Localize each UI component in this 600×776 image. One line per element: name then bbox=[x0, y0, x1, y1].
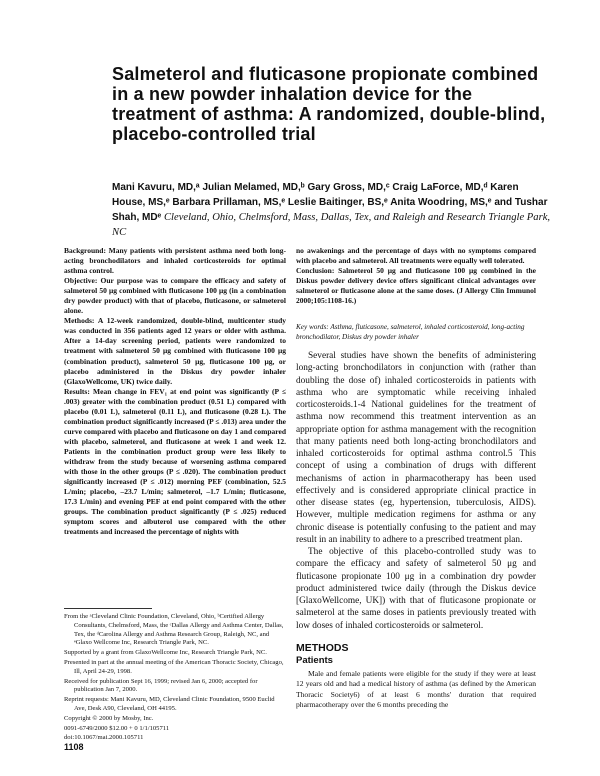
footnote: Supported by a grant from GlaxoWellcome Inc, Research Triangle Park, NC. bbox=[64, 649, 267, 657]
footnote: Received for publication Sept 16, 1999; revised Jan 6, 2000; accepted for publication Jan 7, 2000. bbox=[64, 677, 258, 694]
body-paragraph: The objective of this placebo-controlled study was to compare the efficacy and safety of salmeterol 50 μg and fluticasone propionate 100 μg in a combination dry powder product administered twice daily (through the Diskus device [GlaxoWellcome, UK]) with that of fluticasone propionate or salmeterol at the same doses in patients previously treated with low doses of inhaled corticosteroids or salmeterol. bbox=[296, 547, 536, 631]
author-affiliation: Cleveland, Ohio, Chelmsford, Mass, Dallas, Tex, and Raleigh and Research Triangle Park, NC bbox=[112, 212, 551, 238]
abstract-background: Background: Many patients with persistent asthma need both long-acting bronchodilators and inhaled corticosteroids for optimal asthma control. bbox=[64, 246, 286, 276]
body-paragraph: Male and female patients were eligible for the study if they were at least 12 years old and had a medical history of asthma (as defined by the American Thoracic Society6) of at least 6 months' duration that required pharmacotherapy over the 6 months preceding the bbox=[296, 668, 536, 709]
section-heading-methods: METHODS bbox=[296, 641, 349, 654]
footnote: From the ᵃCleveland Clinic Foundation, Cleveland, Ohio, ᵇCertified Allergy Consultants, Chelmsford, Mass, the ᶜDallas Allergy and Asthma Center, Dallas, Tex, the ᵈCarolina Allergy and Asthma Research Group, Raleigh, NC, and ᵉGlaxo Wellcome Inc, Research Triangle Park, NC. bbox=[64, 613, 284, 647]
body-paragraph: Several studies have shown the benefits of administering long-acting bronchodilators in conjunction with (rather than doubling the dose of) inhaled corticosteroids in patients with asthma who are symptomatic while receiving inhaled corticosteroids.1-4 National guidelines for the treatment of asthma now recommend this treatment intervention as an appropriate option for asthma management with the recognition that many patients need both long-acting bronchodilators and inhaled corticosteroids for optimal asthma control.5 This concept of using a combination of drugs with different mechanisms of action in pharmacotherapy has been used effectively and is considered appropriate clinical practice in other disease states (eg, hypertension, tuberculosis, AIDS). However, multiple medication regimens for asthma or any chronic disease is potentially confusing to the patient and may result in an inability to adhere to a prescribed treatment plan. bbox=[296, 351, 536, 545]
footnote: Presented in part at the annual meeting of the American Thoracic Society, Chicago, Ill, April 24-29, 1998. bbox=[64, 658, 284, 675]
footnote: 0091-6749/2000 $12.00 + 0 1/1/105711 bbox=[64, 724, 170, 732]
author-names: Mani Kavuru, MD,ᵃ Julian Melamed, MD,ᵇ Gary Gross, MD,ᶜ Craig LaForce, MD,ᵈ Karen House, MS,ᵉ Barbara Prillaman, MS,ᵉ Leslie Baitinger, BS,ᵉ Anita Woodring, MS,ᵉ and Tushar Shah, MDᵉ bbox=[112, 182, 548, 223]
abstract-left-column bbox=[64, 246, 286, 537]
page-number: 1108 bbox=[64, 742, 84, 752]
abstract-results: Results: Mean change in FEV₁ at end point was significantly (P ≤ .003) greater with the combination product (0.51 L) compared with placebo (0.01 L), salmeterol (0.11 L), and fluticasone (0.28 L). The combination product significantly increased (P ≤ .013) area under the curve compared with placebo and fluticasone on day 1 and compared with placebo, salmeterol, and fluticasone at week 1 and week 12. Patients in the combination product group were less likely to withdraw from the study because of worsening asthma compared with those in the other groups (P ≤ .020). The combination product significantly increased (P ≤ .012) morning PEF (combination, 52.5 L/min; placebo, –23.7 L/min; salmeterol, –1.7 L/min; fluticasone, 17.3 L/min) and evening PEF at end point compared with the other groups. The combination product significantly (P ≤ .025) reduced symptom scores and albuterol use compared with the other treatments and increased the percentage of nights with bbox=[64, 386, 286, 537]
subsection-heading-patients: Patients bbox=[296, 654, 333, 666]
article-title: Salmeterol and fluticasone propionate combined in a new powder inhalation device for the treatment of asthma: A randomized, double-blind, placebo-controlled trial bbox=[112, 64, 546, 144]
keywords: Key words: Asthma, fluticasone, salmeterol, inhaled corticosteroid, long-acting bronchodilator, Diskus dry powder inhaler bbox=[296, 323, 525, 341]
abstract-objective: Objective: Our purpose was to compare the efficacy and safety of salmeterol 50 μg combined with fluticasone 100 μg (in a combination dry powder product) with that of placebo, fluticasone, or salmeterol alone. bbox=[64, 276, 286, 316]
footnote: doi:10.1067/mai.2000.105711 bbox=[64, 734, 144, 742]
footnotes bbox=[64, 613, 286, 744]
footnote-divider bbox=[64, 608, 152, 609]
body-text bbox=[296, 350, 536, 710]
abstract-right-column bbox=[296, 246, 536, 306]
footnote: Reprint requests: Mani Kavuru, MD, Cleveland Clinic Foundation, 9500 Euclid Ave, Desk A90, Cleveland, OH 44195. bbox=[64, 696, 275, 712]
author-block bbox=[112, 180, 552, 240]
abstract-methods: Methods: A 12-week randomized, double-blind, multicenter study was conducted in 356 patients aged 12 years or older with asthma. After a 14-day screening period, patients were randomized to treatment with salmeterol 50 μg combined with fluticasone 100 μg (combination product), salmeterol 50 μg, fluticasone 100 μg, or placebo administered in the Diskus dry powder inhaler (GlaxoWellcome, UK) twice daily. bbox=[64, 316, 286, 386]
abstract-conclusion: Conclusion: Salmeterol 50 μg and fluticasone 100 μg combined in the Diskus powder delivery device offers significant clinical advantages over salmeterol or fluticasone alone at the same doses. (J Allergy Clin Immunol 2000;105:1108-16.) bbox=[296, 266, 536, 306]
abstract-results-continued: no awakenings and the percentage of days with no symptoms compared with placebo and salmeterol. All treatments were equally well tolerated. bbox=[296, 246, 536, 266]
footnote: Copyright © 2000 by Mosby, Inc. bbox=[64, 714, 154, 722]
